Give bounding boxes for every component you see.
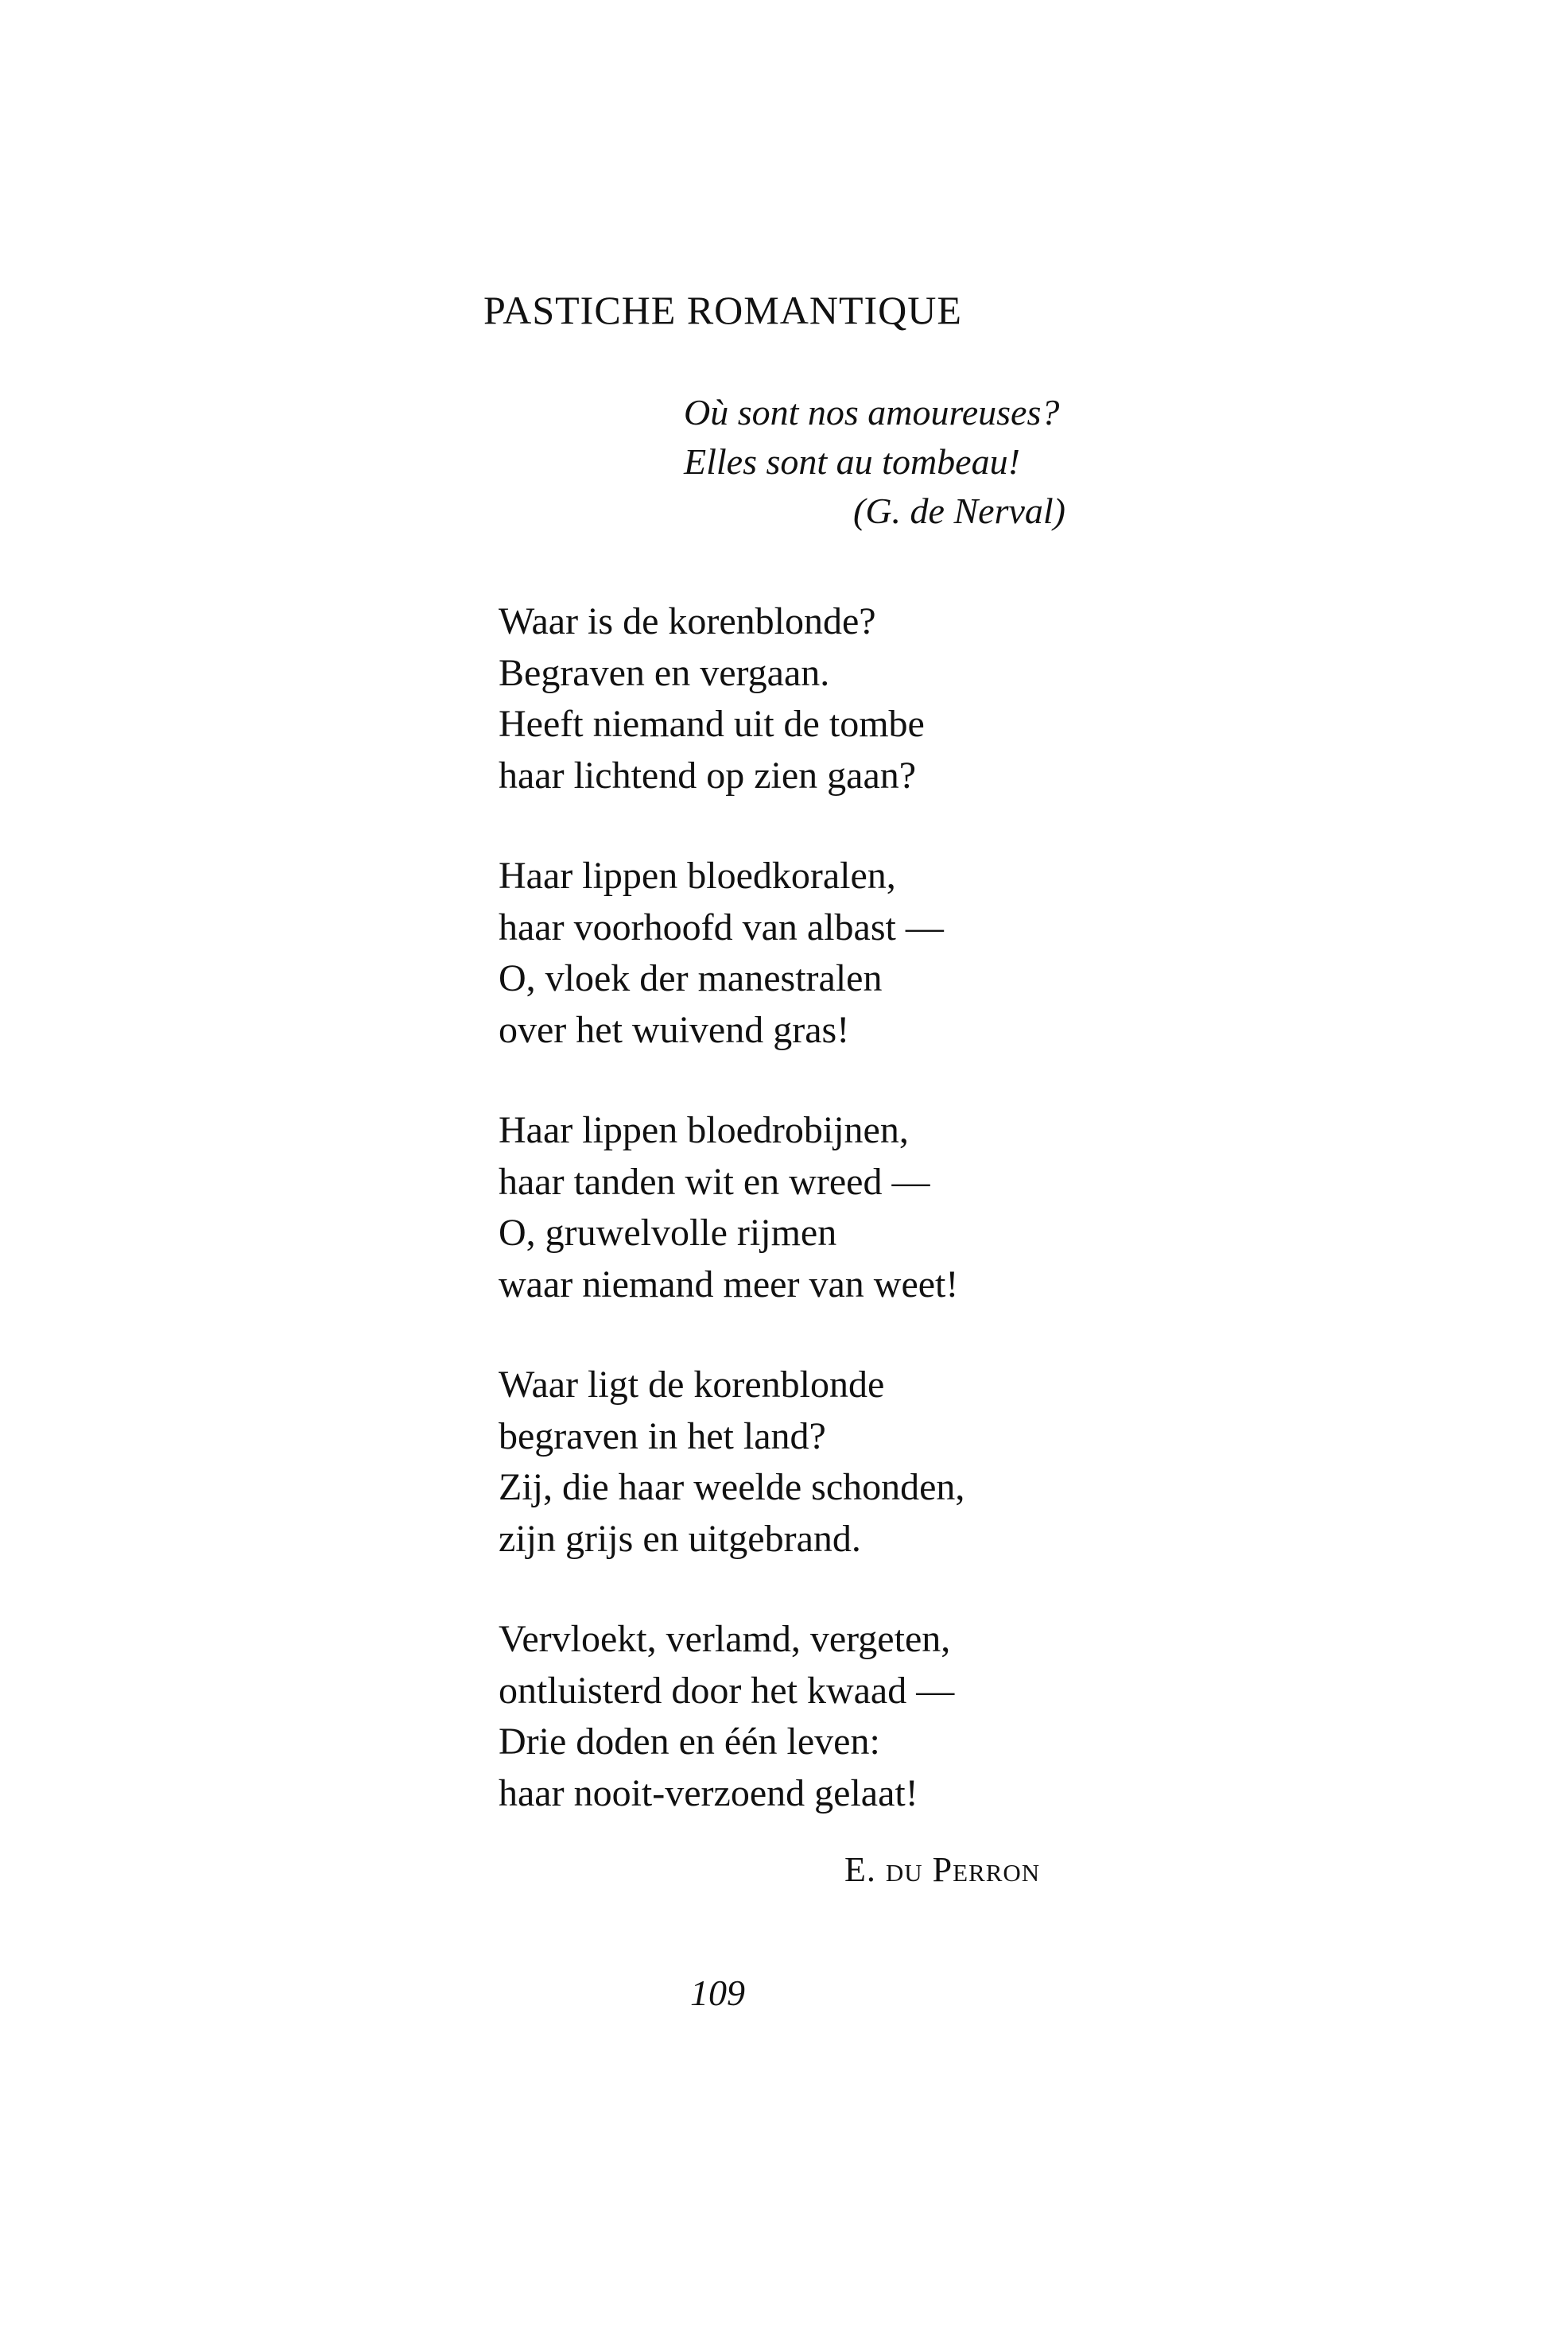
- verse-line: Drie doden en één leven:: [499, 1720, 880, 1763]
- verse-line: Waar is de korenblonde?: [499, 600, 876, 642]
- verse-line: haar voorhoofd van albast —: [499, 906, 944, 948]
- poem-body: [499, 596, 1135, 1868]
- verse-line: Vervloekt, verlamd, vergeten,: [499, 1618, 951, 1660]
- verse-line: haar tanden wit en wreed —: [499, 1160, 930, 1203]
- verse-line: haar lichtend op zien gaan?: [499, 754, 917, 797]
- verse-line: Zij, die haar weelde schonden,: [499, 1466, 965, 1508]
- verse-line: Heeft niemand uit de tombe: [499, 703, 925, 745]
- epigraph: [684, 388, 1065, 536]
- epigraph-line: Elles sont au tombeau!: [684, 441, 1020, 482]
- verse-line: Waar ligt de korenblonde: [499, 1364, 885, 1406]
- verse-line: zijn grijs en uitgebrand.: [499, 1517, 861, 1560]
- author-signature: E. du Perron: [844, 1850, 1041, 1889]
- verse-line: begraven in het land?: [499, 1414, 826, 1457]
- poem-title: PASTICHE ROMANTIQUE: [483, 288, 962, 332]
- epigraph-line: Où sont nos amoureuses?: [684, 392, 1060, 433]
- stanza: [499, 1614, 1135, 1819]
- verse-line: waar niemand meer van weet!: [499, 1263, 959, 1305]
- verse-line: haar nooit-verzoend gelaat!: [499, 1771, 918, 1814]
- verse-line: O, vloek der manestralen: [499, 957, 883, 999]
- stanza: [499, 1360, 1135, 1565]
- verse-line: Haar lippen bloedrobijnen,: [499, 1109, 909, 1151]
- verse-line: Begraven en vergaan.: [499, 651, 830, 694]
- stanza: [499, 1105, 1135, 1310]
- verse-line: ontluisterd door het kwaad —: [499, 1669, 955, 1712]
- stanza: [499, 851, 1135, 1056]
- page-number: 109: [690, 1973, 745, 2013]
- verse-line: over het wuivend gras!: [499, 1008, 850, 1051]
- stanza: [499, 596, 1135, 801]
- verse-line: Haar lippen bloedkoralen,: [499, 855, 896, 897]
- epigraph-source: (G. de Nerval): [853, 491, 1065, 531]
- verse-line: O, gruwelvolle rijmen: [499, 1212, 837, 1254]
